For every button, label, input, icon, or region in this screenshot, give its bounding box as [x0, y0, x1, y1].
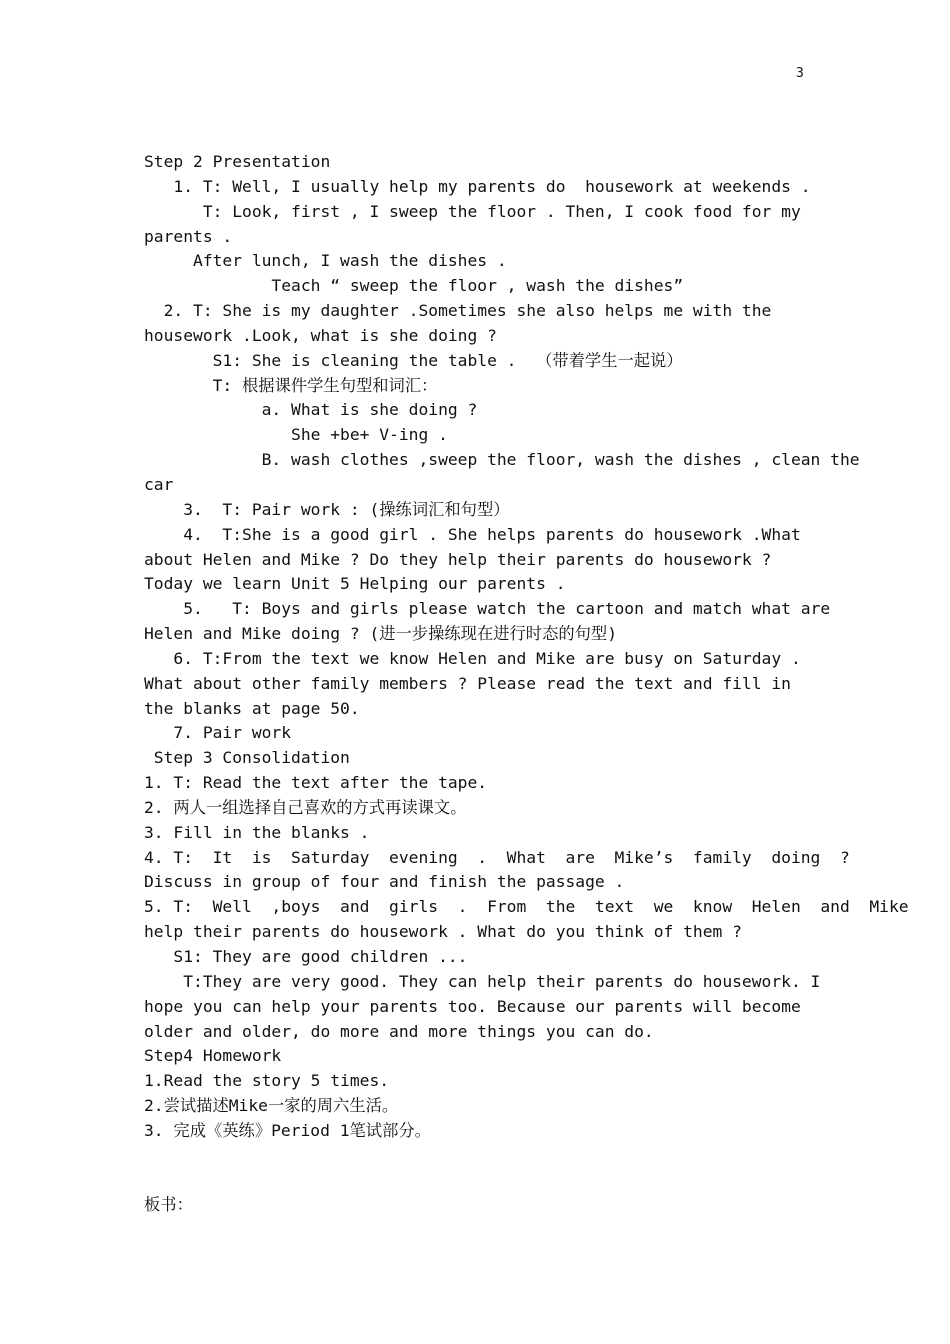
- text-line: 4. T:She is a good girl . She helps parents do housework .What: [144, 524, 801, 544]
- text-line: 5. T: Well ,boys and girls . From the text we know Helen and Mike: [144, 897, 909, 917]
- text-line: a. What is she doing ?: [144, 400, 478, 420]
- text-line: Helen and Mike doing ? (进一步操练现在进行时态的句型): [144, 624, 617, 644]
- text-line: 2. T: She is my daughter .Sometimes she also helps me with the: [144, 301, 772, 321]
- page-number: 3: [796, 66, 804, 81]
- text-line: 1. T: Read the text after the tape.: [144, 773, 488, 793]
- text-line: housework .Look, what is she doing ?: [144, 325, 497, 345]
- text-line: Discuss in group of four and finish the passage .: [144, 872, 625, 892]
- text-line: 3. 完成《英练》Period 1笔试部分。: [144, 1120, 431, 1140]
- text-line: 2. 两人一组选择自己喜欢的方式再读课文。: [144, 797, 467, 817]
- text-line: Today we learn Unit 5 Helping our parents .: [144, 574, 566, 594]
- text-line: Step 2 Presentation: [144, 152, 331, 171]
- text-line: She +be+ V-ing .: [144, 425, 448, 445]
- text-line: 5. T: Boys and girls please watch the cartoon and match what are: [144, 599, 831, 619]
- text-line: older and older, do more and more things you can do.: [144, 1021, 654, 1041]
- text-line: B. wash clothes ,sweep the floor, wash the dishes , clean the: [144, 450, 860, 470]
- text-line: 1.Read the story 5 times.: [144, 1071, 390, 1091]
- text-line: hope you can help your parents too. Because our parents will become: [144, 996, 801, 1016]
- text-line: 1. T: Well, I usually help my parents do housework at weekends .: [144, 176, 811, 196]
- text-line: 7. Pair work: [144, 723, 292, 743]
- text-line: T:They are very good. They can help their parents do housework. I: [144, 971, 821, 991]
- text-line: parents .: [144, 226, 233, 246]
- text-line: S1: They are good children ...: [144, 947, 468, 966]
- text-line: car: [144, 474, 174, 494]
- text-line: help their parents do housework . What do you think of them ?: [144, 922, 742, 942]
- text-line: 4. T: It is Saturday evening . What are Mike’s family doing ?: [144, 847, 850, 867]
- blank-line: [144, 1144, 808, 1169]
- blank-line: [144, 1169, 808, 1194]
- text-line: 3. T: Pair work : (操练词汇和句型）: [144, 499, 510, 519]
- text-line: What about other family members ? Please read the text and fill in: [144, 673, 791, 693]
- section-heading: Step4 Homework: [144, 1046, 282, 1066]
- text-line: about Helen and Mike ? Do they help their parents do housework ?: [144, 549, 772, 569]
- text-line: the blanks at page 50.: [144, 698, 360, 718]
- section-heading: Step 3 Consolidation: [144, 748, 350, 768]
- board-writing-label: 板书：: [144, 1195, 193, 1215]
- lesson-plan-body: [144, 150, 909, 1218]
- text-line: S1: She is cleaning the table . （带着学生一起说）: [144, 350, 683, 370]
- text-line: T: 根据课件学生句型和词汇：: [144, 375, 438, 395]
- text-line: 3. Fill in the blanks .: [144, 822, 370, 842]
- text-line: 6. T:From the text we know Helen and Mike are busy on Saturday .: [144, 648, 801, 668]
- text-line: T: Look, first , I sweep the floor . Then, I cook food for my: [144, 201, 801, 221]
- text-line: Teach “ sweep the floor , wash the dishes”: [144, 276, 684, 296]
- text-line: After lunch, I wash the dishes .: [144, 251, 507, 271]
- text-line: 2.尝试描述Mike一家的周六生活。: [144, 1096, 399, 1116]
